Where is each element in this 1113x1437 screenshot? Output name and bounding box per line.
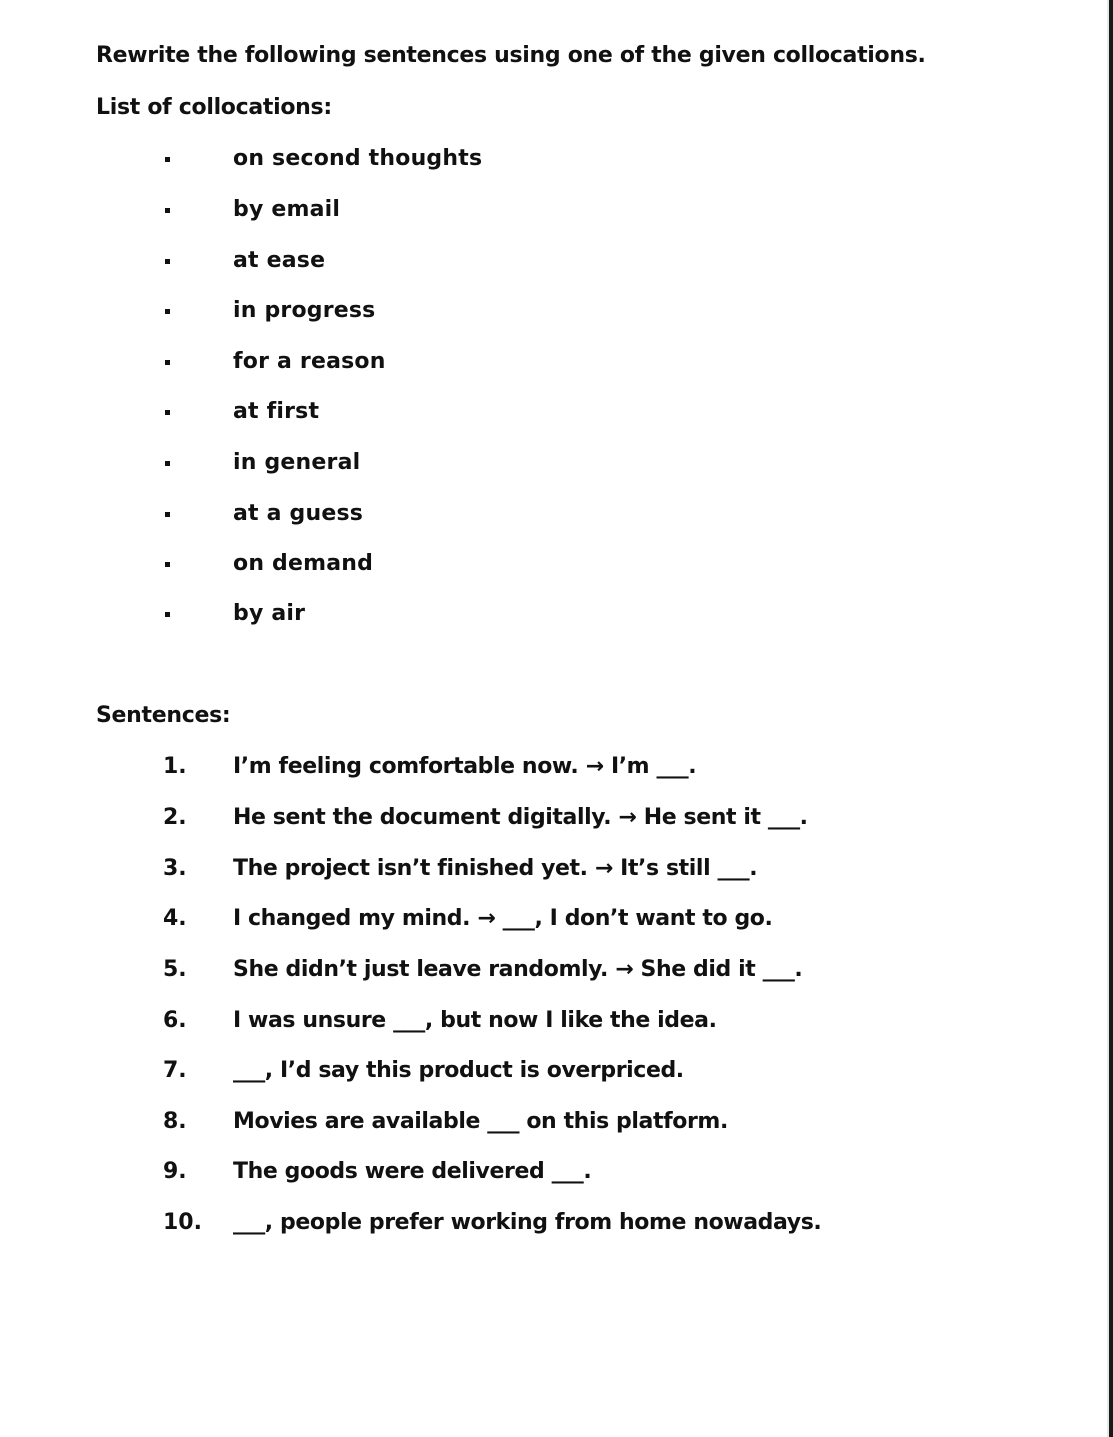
- collocation-item: [96, 600, 996, 628]
- square-bullet-icon: [165, 612, 170, 617]
- page-right-border: [1109, 0, 1113, 1437]
- collocation-text: at first: [233, 399, 320, 424]
- collocation-item: [96, 550, 996, 578]
- sentence-text: ___, people prefer working from home nowadays.: [233, 1210, 822, 1235]
- square-bullet-icon: [165, 461, 170, 466]
- sentence-item: [96, 1057, 996, 1085]
- collocation-item: [96, 145, 996, 173]
- sentence-text: Movies are available ___ on this platform.: [233, 1109, 728, 1134]
- sentence-text: I was unsure ___, but now I like the idea.: [233, 1008, 717, 1033]
- square-bullet-icon: [165, 259, 170, 264]
- collocation-item: [96, 247, 996, 275]
- square-bullet-icon: [165, 309, 170, 314]
- collocation-item: [96, 398, 996, 426]
- collocation-item: [96, 196, 996, 224]
- collocation-item: [96, 348, 996, 376]
- sentence-item: [96, 804, 996, 832]
- square-bullet-icon: [165, 562, 170, 567]
- sentence-number: 10.: [163, 1210, 202, 1235]
- sentence-item: [96, 1209, 996, 1237]
- collocation-text: by email: [233, 197, 341, 222]
- sentence-text: The project isn’t finished yet. → It’s still ___.: [233, 856, 758, 881]
- collocation-text: in progress: [233, 298, 376, 323]
- sentence-item: [96, 1007, 996, 1035]
- instruction-text: Rewrite the following sentences using one of the given collocations.: [96, 43, 926, 68]
- square-bullet-icon: [165, 360, 170, 365]
- sentence-number: 7.: [163, 1058, 187, 1083]
- sentence-item: [96, 855, 996, 883]
- collocation-item: [96, 449, 996, 477]
- sentence-number: 9.: [163, 1159, 187, 1184]
- collocation-item: [96, 500, 996, 528]
- square-bullet-icon: [165, 157, 170, 162]
- sentence-number: 5.: [163, 957, 187, 982]
- sentence-item: [96, 905, 996, 933]
- sentences-heading: Sentences:: [96, 703, 231, 728]
- sentence-text: He sent the document digitally. → He sent it ___.: [233, 805, 808, 830]
- sentence-item: [96, 753, 996, 781]
- sentence-number: 4.: [163, 906, 187, 931]
- sentence-text: ___, I’d say this product is overpriced.: [233, 1058, 684, 1083]
- sentence-text: I changed my mind. → ___, I don’t want to go.: [233, 906, 773, 931]
- collocation-text: on demand: [233, 551, 374, 576]
- sentence-text: I’m feeling comfortable now. → I’m ___.: [233, 754, 697, 779]
- collocation-text: on second thoughts: [233, 146, 483, 171]
- collocation-text: for a reason: [233, 349, 386, 374]
- sentence-text: The goods were delivered ___.: [233, 1159, 592, 1184]
- collocation-text: in general: [233, 450, 361, 475]
- collocation-text: by air: [233, 601, 306, 626]
- collocations-heading: List of collocations:: [96, 95, 332, 120]
- square-bullet-icon: [165, 208, 170, 213]
- square-bullet-icon: [165, 410, 170, 415]
- sentence-number: 2.: [163, 805, 187, 830]
- collocation-item: [96, 297, 996, 325]
- square-bullet-icon: [165, 512, 170, 517]
- sentence-number: 3.: [163, 856, 187, 881]
- sentence-number: 6.: [163, 1008, 187, 1033]
- collocation-text: at ease: [233, 248, 326, 273]
- sentence-item: [96, 1108, 996, 1136]
- sentence-number: 8.: [163, 1109, 187, 1134]
- sentence-text: She didn’t just leave randomly. → She did it ___.: [233, 957, 803, 982]
- collocation-text: at a guess: [233, 501, 364, 526]
- sentence-item: [96, 1158, 996, 1186]
- sentence-number: 1.: [163, 754, 187, 779]
- sentence-item: [96, 956, 996, 984]
